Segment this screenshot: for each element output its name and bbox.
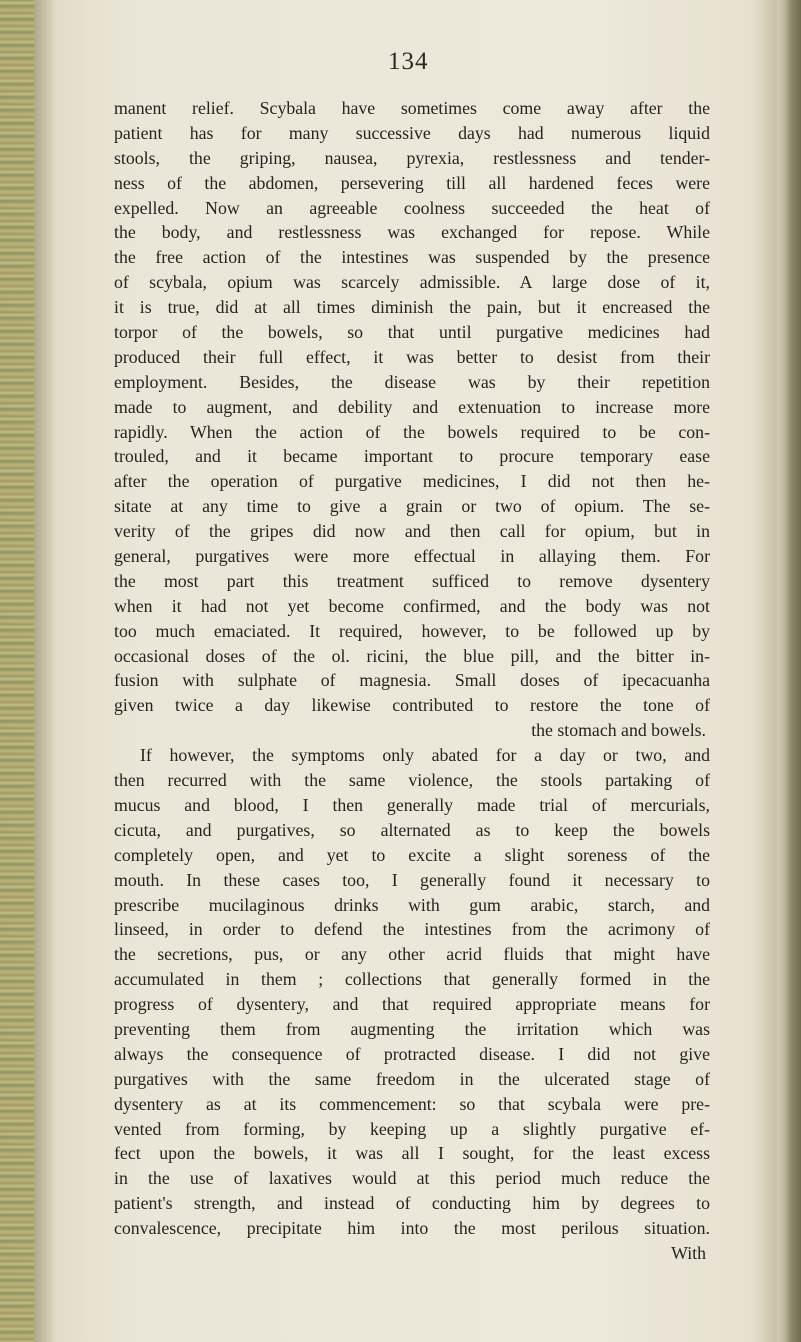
- text-line: verity of the gripes did now and then call for opium, but in: [114, 521, 710, 542]
- text-line: progress of dysentery, and that required appropriate means for: [114, 994, 710, 1015]
- text-line: the secretions, pus, or any other acrid fluids that might have: [114, 944, 710, 965]
- text-line: occasional doses of the ol. ricini, the blue pill, and the bitter in-: [114, 645, 710, 666]
- text-line: expelled. Now an agreeable coolness succeeded the heat of: [114, 197, 710, 218]
- text-line: mouth. In these cases too, I generally found it necessary to: [114, 869, 710, 890]
- text-line: the free action of the intestines was suspended by the presence: [114, 247, 710, 268]
- text-line: made to augment, and debility and extenuation to increase more: [114, 396, 710, 417]
- text-line: preventing them from augmenting the irritation which was: [114, 1018, 710, 1039]
- text-line: accumulated in them ; collections that generally formed in the: [114, 969, 710, 990]
- text-line: linseed, in order to defend the intestines from the acrimony of: [114, 919, 710, 940]
- text-line: convalescence, precipitate him into the most perilous situation.: [114, 1218, 710, 1239]
- text-line: produced their full effect, it was better to desist from their: [114, 346, 710, 367]
- text-line: rapidly. When the action of the bowels required to be con-: [114, 421, 710, 442]
- text-line: of scybala, opium was scarcely admissible. A large dose of it,: [114, 272, 710, 293]
- text-line: the most part this treatment sufficed to remove dysentery: [114, 570, 710, 591]
- text-line: stools, the griping, nausea, pyrexia, restlessness and tender-: [114, 147, 710, 168]
- text-line: vented from forming, by keeping up a slightly purgative ef-: [114, 1118, 710, 1139]
- text-line: ness of the abdomen, persevering till all hardened feces were: [114, 172, 710, 193]
- text-line: employment. Besides, the disease was by their repetition: [114, 371, 710, 392]
- text-line: mucus and blood, I then generally made trial of mercurials,: [114, 794, 710, 815]
- text-line: in the use of laxatives would at this period much reduce the: [114, 1168, 710, 1189]
- page-spine-edge: [0, 0, 34, 1342]
- text-line: when it had not yet become confirmed, and the body was not: [114, 595, 710, 616]
- right-edge-shadow: [751, 0, 777, 1342]
- text-line: always the consequence of protracted disease. I did not give: [114, 1043, 710, 1064]
- text-line: the body, and restlessness was exchanged for repose. While: [114, 222, 710, 243]
- text-line: patient has for many successive days had numerous liquid: [114, 122, 710, 143]
- text-line: manent relief. Scybala have sometimes come away after the: [114, 98, 710, 118]
- text-line: given twice a day likewise contributed to restore the tone of: [114, 695, 710, 716]
- text-line: If however, the symptoms only abated for a day or two, and: [140, 745, 710, 766]
- page-number: 134: [388, 48, 429, 75]
- text-line: after the operation of purgative medicines, I did not then he-: [114, 471, 710, 492]
- text-line: then recurred with the same violence, the stools partaking of: [114, 770, 710, 791]
- text-line: too much emaciated. It required, however, to be followed up by: [114, 620, 710, 641]
- text-line: prescribe mucilaginous drinks with gum arabic, starch, and: [114, 894, 710, 915]
- text-line: the stomach and bowels.: [531, 720, 706, 741]
- text-line: it is true, did at all times diminish the pain, but it encreased the: [114, 297, 710, 318]
- text-line: purgatives with the same freedom in the ulcerated stage of: [114, 1068, 710, 1089]
- text-line: completely open, and yet to excite a slight soreness of the: [114, 844, 710, 865]
- text-line: patient's strength, and instead of conducting him by degrees to: [114, 1193, 710, 1214]
- text-line: cicuta, and purgatives, so alternated as to keep the bowels: [114, 819, 710, 840]
- text-line: fect upon the bowels, it was all I sought, for the least excess: [114, 1143, 710, 1164]
- body-text: [114, 96, 710, 1266]
- catchword: With: [671, 1242, 706, 1263]
- text-line: general, purgatives were more effectual in allaying them. For: [114, 546, 710, 567]
- text-line: sitate at any time to give a grain or two of opium. The se-: [114, 496, 710, 517]
- text-line: trouled, and it became important to procure temporary ease: [114, 446, 710, 467]
- spine-shadow: [34, 0, 56, 1342]
- page-right-edge: [777, 0, 801, 1342]
- text-line: torpor of the bowels, so that until purgative medicines had: [114, 322, 710, 343]
- text-line: dysentery as at its commencement: so that scybala were pre-: [114, 1093, 710, 1114]
- text-line: fusion with sulphate of magnesia. Small doses of ipecacuanha: [114, 670, 710, 691]
